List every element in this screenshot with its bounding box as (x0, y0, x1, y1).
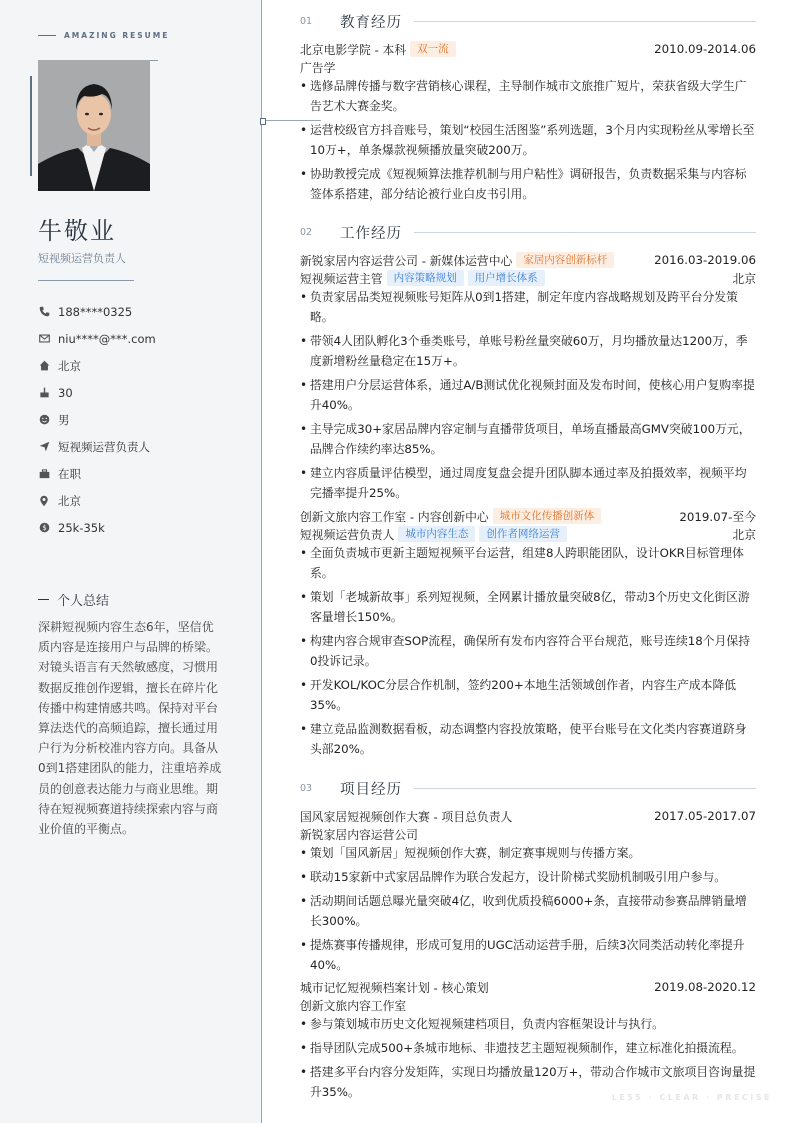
section-rule (414, 788, 756, 789)
section-title: 教育经历 (340, 15, 402, 31)
job-role: 短视频运营负责人 (300, 527, 395, 542)
education-major: 广告学 (300, 60, 336, 75)
projects-heading (300, 778, 756, 799)
info-email (38, 325, 156, 352)
list-item: • 提炼赛事传播规律，形成可复用的UGC活动运营手册，后续3次同类活动转化率提升40%。 (300, 935, 756, 975)
photo-connector-dot (260, 118, 266, 125)
education-date: 2010.09-2014.06 (654, 42, 756, 56)
info-gender (38, 406, 156, 433)
section-rule (414, 232, 756, 233)
cake-icon (38, 387, 50, 399)
list-item: • 策划「国风新居」短视频创作大赛，制定赛事规则与传播方案。 (300, 843, 756, 863)
position-text: 短视频运营负责人 (58, 439, 150, 454)
person-title: 短视频运营负责人 (38, 252, 126, 265)
list-item: • 选修品牌传播与数字营销核心课程，主导制作城市文旅推广短片，荣获省级大学生广告艺术大赛金奖。 (300, 76, 756, 116)
brand (38, 31, 169, 40)
job-1-role-row (300, 269, 756, 287)
list-item: • 协助教授完成《短视频算法推荐机制与用户粘性》调研报告，负责数据采集与内容标签体系搭建，部分结论被行业白皮书引用。 (300, 164, 756, 204)
brand-line (38, 35, 56, 36)
email-text: niu****@***.com (58, 331, 156, 346)
money-icon (38, 522, 50, 534)
list-item: • 参与策划城市历史文化短视频建档项目，负责内容框架设计与执行。 (300, 1014, 756, 1034)
list-item: • 联动15家新中式家居品牌作为联合发起方，设计阶梯式奖励机制吸引用户参与。 (300, 867, 756, 887)
section-number: 03 (300, 783, 313, 794)
status-text: 在职 (58, 466, 81, 481)
info-status (38, 460, 156, 487)
gender-text: 男 (58, 412, 70, 427)
list-item: • 运营校级官方抖音账号，策划“校园生活图鉴”系列选题，3个月内实现粉丝从零增长至10万+，单条爆款视频播放量突破200万。 (300, 120, 756, 160)
project-org: 新锐家居内容运营公司 (300, 827, 418, 842)
project-org: 创新文旅内容工作室 (300, 998, 407, 1013)
job-date: 2016.03-2019.06 (654, 253, 756, 267)
summary-text: 深耕短视频内容生态6年，坚信优质内容是连接用户与品牌的桥梁。对镜头语言有天然敏感度，习惯用数据反推创作逻辑，擅长在碎片化传播中构建情感共鸣。保持对平台算法迭代的高频追踪，擅长通过用户行为分析校准内容方向。具备从0到1搭建团队的能力，注重培养成员的创意表达能力与商业思维。期待在短视频赛道持续探索内容与商业价值的平衡点。 (38, 620, 222, 837)
project-date: 2019.08-2020.12 (654, 980, 756, 994)
project-name: 城市记忆短视频档案计划 - 核心策划 (300, 980, 489, 995)
list-item: • 建立竞品监测数据看板，动态调整内容投放策略，使平台账号在文化类内容赛道跻身头部20%。 (300, 719, 756, 759)
job-city: 北京 (732, 527, 756, 542)
list-item: • 活动期间话题总曝光量突破4亿，收到优质投稿6000+条，直接带动参赛品牌销量增长300%。 (300, 891, 756, 931)
list-item: • 全面负责城市更新主题短视频平台运营，组建8人跨职能团队，设计OKR目标管理体系。 (300, 543, 756, 583)
job-1-header (300, 251, 756, 269)
briefcase-icon (38, 468, 50, 480)
job-2-role-row (300, 525, 756, 543)
company-name: 新锐家居内容运营公司 - 新媒体运营中心 (300, 253, 513, 268)
info-location (38, 487, 156, 514)
info-age (38, 379, 156, 406)
project-2-header (300, 978, 756, 996)
list-item: • 指导团队完成500+条城市地标、非遗技艺主题短视频制作，建立标准化拍摄流程。 (300, 1038, 756, 1058)
svg-text:$: $ (41, 523, 47, 532)
company-tag: 城市文化传播创新体 (493, 508, 602, 524)
job-role: 短视频运营主管 (300, 271, 383, 286)
smile-icon (38, 414, 50, 426)
job-city: 北京 (732, 271, 756, 286)
project-name: 国风家居短视频创作大赛 - 项目总负责人 (300, 809, 513, 824)
age-text: 30 (58, 385, 73, 400)
section-number: 02 (300, 227, 313, 238)
contact-info-list (38, 298, 156, 541)
summary-heading (38, 590, 109, 609)
location-text: 北京 (58, 493, 81, 508)
section-title: 工作经历 (340, 226, 402, 242)
education-major-row (300, 58, 756, 76)
phone-icon (38, 306, 50, 318)
profile-photo (38, 60, 150, 191)
list-item: • 主导完成30+家居品牌内容定制与直播带货项目，单场直播最高GMV突破100万元，品牌合作续约率达85%。 (300, 419, 756, 459)
education-bullets (300, 76, 756, 208)
company-tag: 家居内容创新标杆 (516, 252, 614, 268)
list-item: • 开发KOL/KOC分层合作机制，签约200+本地生活领域创作者，内容生产成本降低35%。 (300, 675, 756, 715)
project-1-bullets (300, 843, 756, 979)
info-salary (38, 514, 156, 541)
project-2-org-row (300, 996, 756, 1014)
name-divider (38, 280, 134, 281)
summary-title: 个人总结 (57, 594, 110, 609)
job-2-header (300, 507, 756, 525)
company-name: 创新文旅内容工作室 - 内容创新中心 (300, 509, 489, 524)
job-1-bullets (300, 287, 756, 507)
school-name: 北京电影学院 - 本科 (300, 42, 407, 57)
list-item: • 构建内容合规审查SOP流程，确保所有发布内容符合平台规范，账号连续18个月保持0投诉记录。 (300, 631, 756, 671)
list-item: • 搭建用户分层运营体系，通过A/B测试优化视频封面及发布时间，使核心用户复购率提升40%。 (300, 375, 756, 415)
salary-text: 25k-35k (58, 520, 105, 535)
section-number: 01 (300, 16, 313, 27)
role-tag: 城市内容生态 (398, 526, 475, 542)
role-tag: 创作者网络运营 (479, 526, 567, 542)
role-tag: 内容策略规划 (387, 270, 464, 286)
list-item: • 带领4人团队孵化3个垂类账号，单账号粉丝量突破60万，月均播放量达1200万，季度新增粉丝量稳定在15万+。 (300, 331, 756, 371)
send-icon (38, 441, 50, 453)
person-name: 牛敬业 (38, 217, 116, 245)
info-position (38, 433, 156, 460)
home-icon (38, 360, 50, 372)
education-heading (300, 11, 756, 32)
work-heading (300, 222, 756, 243)
section-title: 项目经历 (340, 782, 402, 798)
project-1-org-row (300, 825, 756, 843)
photo-accent-bar (30, 76, 32, 176)
job-date: 2019.07-至今 (679, 509, 756, 524)
education-entry-header (300, 40, 756, 58)
summary-dash (38, 599, 49, 600)
list-item: • 搭建多平台内容分发矩阵，实现日均播放量120万+，带动合作城市文旅项目咨询量提升35%。 (300, 1062, 756, 1102)
list-item: • 负责家居品类短视频账号矩阵从0到1搭建，制定年度内容战略规划及跨平台分发策略。 (300, 287, 756, 327)
list-item: • 建立内容质量评估模型，通过周度复盘会提升团队脚本通过率及拍摄效率，视频平均完播率提升25%。 (300, 463, 756, 503)
location-pin-icon (38, 495, 50, 507)
list-item: • 策划「老城新故事」系列短视频，全网累计播放量突破8亿，带动3个历史文化街区游客量增长150%。 (300, 587, 756, 627)
role-tag: 用户增长体系 (468, 270, 545, 286)
project-date: 2017.05-2017.07 (654, 809, 756, 823)
profile-photo-image (38, 60, 150, 191)
brand-text: AMAZING RESUME (64, 31, 170, 40)
school-tag: 双一流 (410, 41, 456, 57)
info-phone (38, 298, 156, 325)
sidebar (0, 0, 262, 1123)
job-2-bullets (300, 543, 756, 763)
city-text: 北京 (58, 358, 81, 373)
phone-text: 188****0325 (58, 304, 133, 319)
footer-watermark: LESS · CLEAR · PRECISE (611, 1093, 772, 1102)
info-city (38, 352, 156, 379)
section-rule (414, 21, 756, 22)
mail-icon (38, 333, 50, 345)
project-1-header (300, 807, 756, 825)
